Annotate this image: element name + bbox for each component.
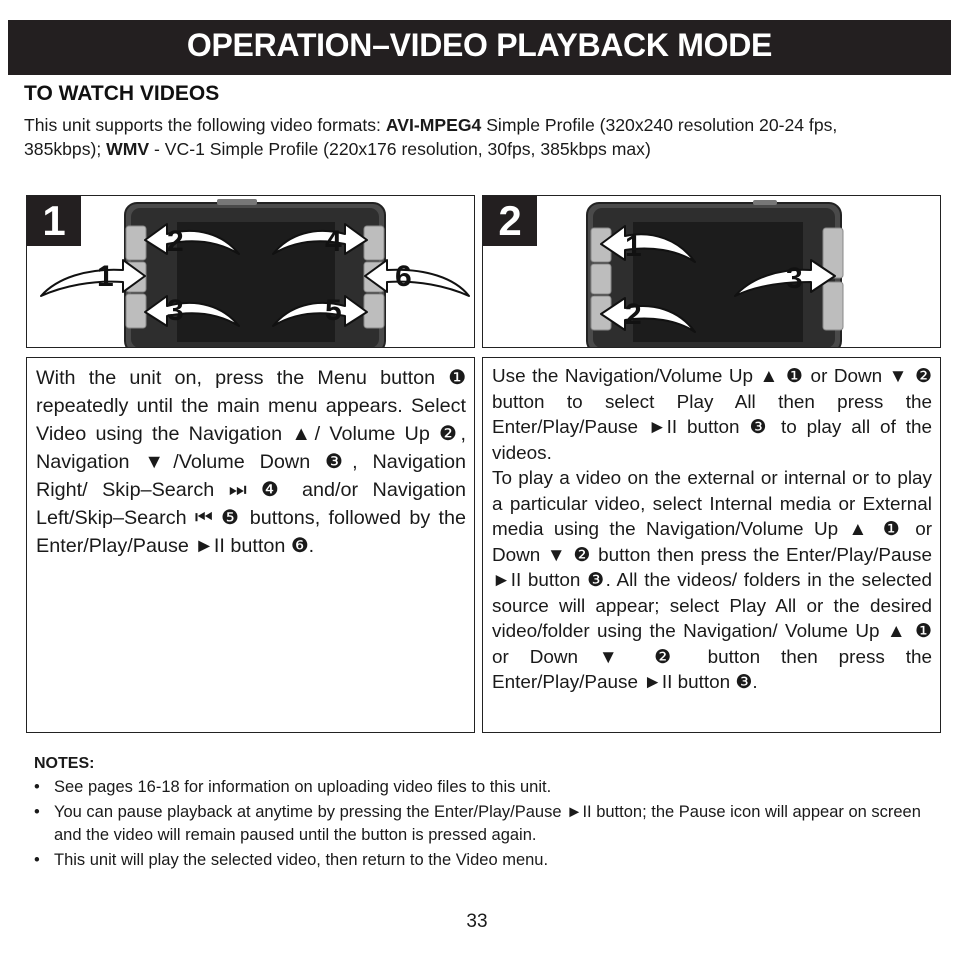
callout-2: 2 xyxy=(167,225,184,258)
page-title: OPERATION–VIDEO PLAYBACK MODE xyxy=(186,27,773,63)
device-top-button xyxy=(753,200,777,205)
callout-1: 1 xyxy=(97,260,114,293)
callout-5: 5 xyxy=(325,294,342,327)
left-button-top xyxy=(126,226,146,260)
callout-4: 4 xyxy=(325,225,342,258)
format-avi: AVI-MPEG4 xyxy=(385,115,482,135)
step-1-instructions xyxy=(26,357,475,733)
notes-list xyxy=(34,776,934,874)
step-number-2: 2 xyxy=(483,196,537,246)
step-number-1: 1 xyxy=(27,196,81,246)
right-button-bottom xyxy=(823,282,843,330)
intro-text-3: - VC-1 Simple Profile (220x176 resolution, 30fps, 385kbps max) xyxy=(149,139,651,159)
device-diagram-1 xyxy=(27,196,474,347)
device-diagram-2 xyxy=(483,196,940,347)
left-button-mid xyxy=(591,264,611,294)
page-title-banner xyxy=(8,20,951,75)
step-1-text: With the unit on, press the Menu button ❶ repeatedly until the main menu appears. Select Video using the Navigation ▲/ Volume Up ❷, Navigation ▼/Volume Down ❸, Navigation Right/ Skip–Search ⏭ ❹ and/or Navigation Left/Skip–Search ⏮ ❺ buttons, followed by the Enter/Play/Pause ►II button ❻. xyxy=(36,367,466,557)
left-button-bottom xyxy=(126,294,146,328)
step-2-text-1: Use the Navigation/Volume Up ▲ ❶ or Down ▼ ❷ button to select Play All then press the Enter/Play/Pause ►II button ❸ to play all of the videos. xyxy=(492,366,932,464)
format-wmv: WMV xyxy=(106,139,150,159)
note-item: • See pages 16-18 for information on uploading video files to this unit. xyxy=(34,776,934,799)
intro-text-2: Simple Profile (320x240 resolution 20-24 fps, 385kbps); xyxy=(24,115,838,159)
note-item: • This unit will play the selected video, then return to the Video menu. xyxy=(34,849,934,872)
intro-paragraph xyxy=(24,113,919,161)
device-top-button xyxy=(217,199,257,205)
note-item: • You can pause playback at anytime by pressing the Enter/Play/Pause ►II button; the Pause icon will appear on screen and the video will remain paused until the button is pressed again. xyxy=(34,801,934,847)
page-number: 33 xyxy=(466,911,488,932)
notes-title: NOTES: xyxy=(34,755,95,772)
section-title: TO WATCH VIDEOS xyxy=(24,82,220,105)
intro-text-1: This unit supports the following video formats: xyxy=(24,115,386,135)
callout-3: 3 xyxy=(786,262,803,295)
step-2-instructions xyxy=(482,357,941,733)
callout-3: 3 xyxy=(167,294,184,327)
step-1-illustration xyxy=(26,195,475,348)
step-2-illustration xyxy=(482,195,941,348)
step-2-text-2: To play a video on the external or internal or to play a particular video, select Internal media or External media using the Navigation/Volume Up ▲ ❶ or Down ▼ ❷ button then press the Enter/Play/Pause ►II button ❸. All the videos/ folders in the selected source will appear; select Play All or the desired video/folder using the Navigation/ Volume Up ▲ ❶ or Down ▼ ❷ button then press the Enter/Play/Pause ►II button ❸. xyxy=(492,468,932,693)
callout-6: 6 xyxy=(395,260,412,293)
callout-2: 2 xyxy=(625,298,642,331)
callout-1: 1 xyxy=(625,230,642,263)
right-button-top xyxy=(364,226,384,260)
